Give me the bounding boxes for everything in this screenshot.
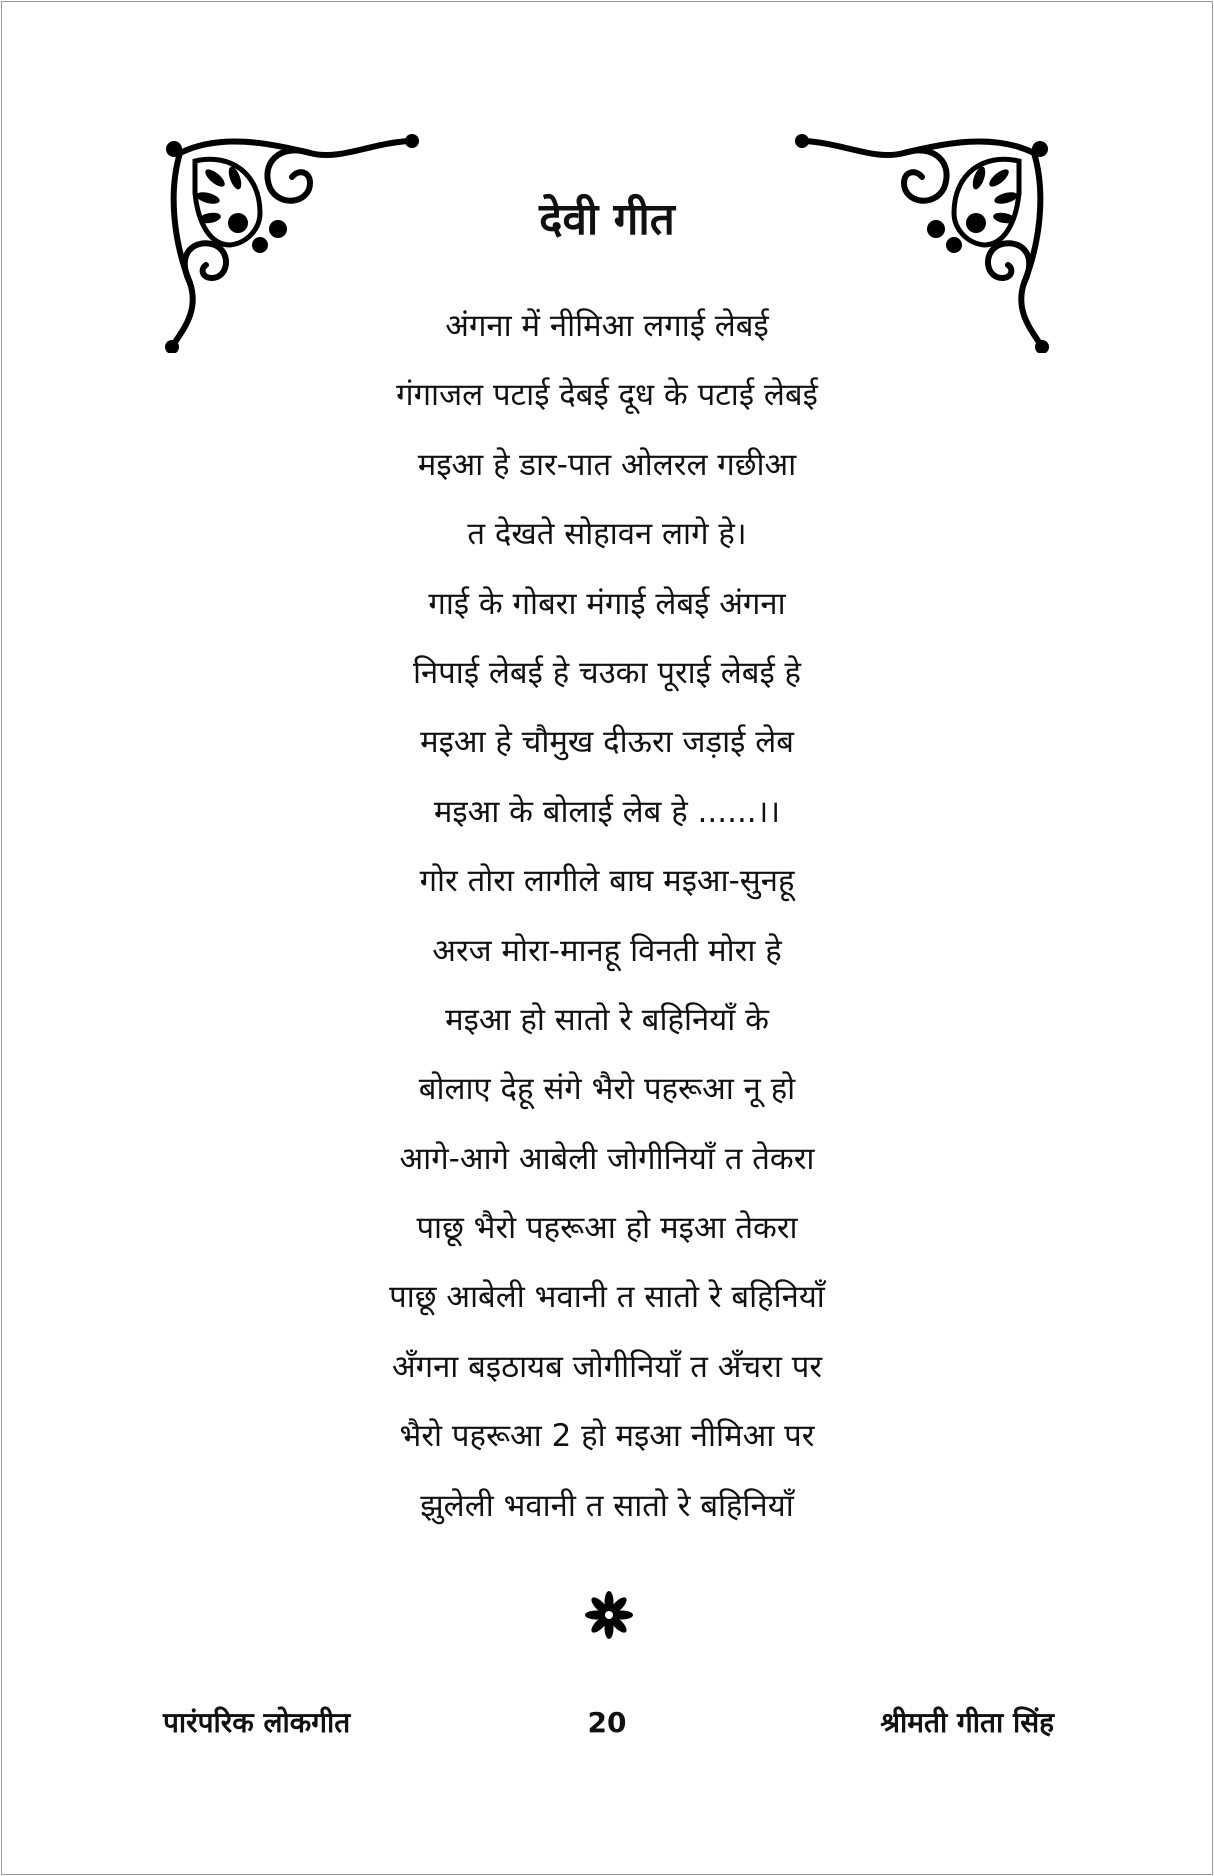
- verse-line: मइआ के बोलाई लेब हे ......।।: [433, 793, 781, 830]
- flower-divider-icon: [584, 1590, 634, 1640]
- verse-line: मइआ हे चौमुख दीऊरा जड़ाई लेब: [420, 724, 794, 761]
- verse-line: त देखते सोहावन लागे हे।: [467, 516, 747, 553]
- song-lyrics: [0, 292, 1214, 1541]
- verse-line: भैरो पहरूआ 2 हो मइआ नीमिआ पर: [399, 1418, 815, 1455]
- footer-book-title: पारंपरिक लोकगीत: [163, 1706, 351, 1739]
- verse-line: अंगना में नीमिआ लगाई लेबई: [445, 308, 769, 344]
- verse-line: बोलाए देहू संगे भैरो पहरूआ नू हो: [418, 1071, 796, 1108]
- verse-line: अँगना बइठायब जोगीनियाँ त अँचरा पर: [391, 1348, 823, 1385]
- footer-page-number: 20: [587, 1706, 627, 1739]
- verse-line: पाछू आबेली भवानी त सातो रे बहिनियाँ: [389, 1279, 825, 1316]
- verse-line: गाई के गोबरा मंगाई लेबई अंगना: [428, 585, 786, 622]
- verse-line: गोर तोरा लागीले बाघ मइआ-सुनहू: [419, 863, 795, 900]
- footer-author: श्रीमती गीता सिंह: [880, 1706, 1054, 1739]
- verse-line: पाछू भैरो पहरूआ हो मइआ तेकरा: [416, 1210, 798, 1247]
- verse-line: गंगाजल पटाई देबई दूध के पटाई लेबई: [396, 377, 818, 414]
- verse-line: मइआ हो सातो रे बहिनियाँ के: [445, 1001, 769, 1038]
- verse-line: मइआ हे डार-पात ओलरल गछीआ: [417, 446, 797, 483]
- verse-line: अरज मोरा-मानहू विनती मोरा हे: [432, 932, 782, 969]
- page-title: देवी गीत: [539, 194, 675, 245]
- verse-line: निपाई लेबई हे चउका पूराई लेबई हे: [412, 654, 802, 691]
- verse-line: आगे-आगे आबेली जोगीनियाँ त तेकरा: [399, 1140, 815, 1177]
- verse-line: झुलेली भवानी त सातो रे बहिनियाँ: [420, 1487, 794, 1524]
